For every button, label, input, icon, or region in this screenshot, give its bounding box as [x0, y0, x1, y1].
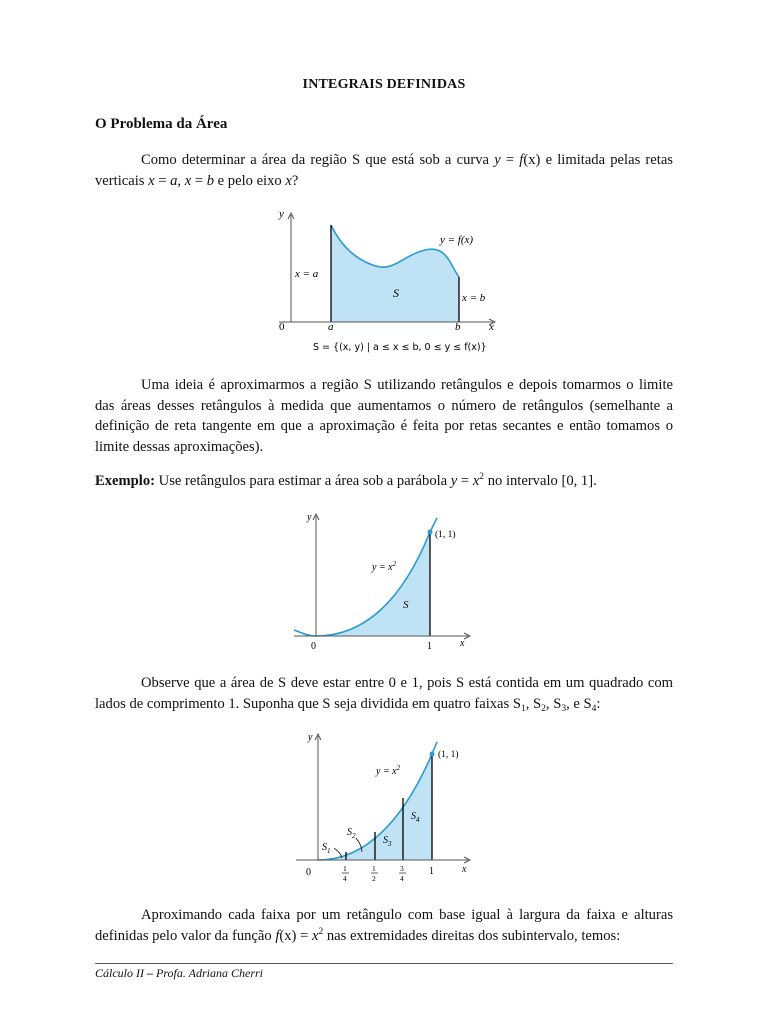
- y-axis-label: y: [279, 208, 284, 220]
- footer-divider: [95, 963, 673, 964]
- paragraph-four-strips: Observe que a área de S deve estar entre 0 e 1, pois S está contida em um quadrado com lados de comprimento 1. Suponha que S seja dividida em quatro faixas $S_1$, $S_2$, $S_3$, e $S_4$:: [95, 675, 673, 714]
- four-strips-figure: [292, 730, 482, 890]
- x-axis-label: x: [460, 638, 465, 649]
- paragraph-example: Exemplo: Use retângulos para estimar a área sob a parábola $y = x^2$ no intervalo [0, 1].: [95, 472, 597, 489]
- tick-three-quarters-num: 3: [400, 864, 404, 873]
- point-label: (1, 1): [438, 750, 459, 760]
- paragraph-rectangle-approximation: Aproximando cada faixa por um retângulo com base igual à largura da faixa e alturas definidas pelo valor da função $f(x) = x^2$ nas extremidades direitas dos subintervalo, temos:: [95, 907, 673, 944]
- label-x-equals-b: x = b: [462, 292, 486, 304]
- region-s-fill: [316, 532, 430, 636]
- x-axis-label: x: [489, 321, 494, 333]
- tick-half-den: 2: [372, 874, 376, 883]
- region-s-label: S: [403, 599, 409, 611]
- curve-label: y = f(x): [440, 234, 474, 246]
- origin-label: 0: [311, 641, 316, 652]
- tick-1: 1: [429, 866, 434, 877]
- tick-quarter-den: 4: [343, 874, 347, 883]
- section-heading: O Problema da Área: [95, 116, 228, 132]
- strip-label-s2: $S_2$: [347, 827, 356, 840]
- origin-label: 0: [279, 321, 285, 333]
- strip-label-s1: $S_1$: [322, 842, 331, 855]
- tick-1: 1: [427, 641, 432, 652]
- point-label: (1, 1): [435, 530, 456, 540]
- tick-three-quarters-den: 4: [400, 874, 404, 883]
- y-axis-label: y: [308, 732, 313, 743]
- page-footer: Cálculo II – Profa. Adriana Cherri: [95, 966, 264, 980]
- figure-caption: S = {(x, y) | a ≤ x ≤ b, 0 ≤ y ≤ f(x)}: [313, 342, 487, 353]
- tick-half-num: 1: [372, 864, 376, 873]
- label-x-equals-a: x = a: [295, 268, 319, 280]
- curve-label: $y = x^2$: [376, 764, 401, 777]
- strip-label-s3: $S_3$: [383, 835, 392, 848]
- area-region-figure: [265, 205, 505, 355]
- paragraph-rectangle-idea: Uma ideia é aproximarmos a região S utilizando retângulos e depois tomarmos o limite das áreas desses retângulos à medida que aumentamos o número de retângulos (semelhante a definição de reta tangente em que a aproximação é feita por retas secantes e então tomamos o limite dessas aproximações).: [95, 377, 673, 455]
- curve-label: $y = x^2$: [372, 560, 397, 573]
- point-1-1: [430, 752, 435, 757]
- origin-label: 0: [306, 867, 311, 878]
- x-axis-label: x: [462, 864, 467, 875]
- tick-a: a: [328, 321, 334, 333]
- tick-quarter-num: 1: [343, 864, 347, 873]
- tick-b: b: [455, 321, 461, 333]
- strip-label-s4: $S_4$: [411, 811, 420, 824]
- y-axis-label: y: [307, 512, 312, 523]
- region-s-label: S: [393, 286, 399, 300]
- document-title: INTEGRAIS DEFINIDAS: [302, 77, 466, 92]
- point-1-1: [428, 530, 433, 535]
- parabola-region-figure: [290, 510, 490, 655]
- paragraph-area-question: Como determinar a área da região S que está sob a curva y = f(x) e limitada pelas retas verticais x = a, x = b e pelo eixo x?: [95, 152, 673, 189]
